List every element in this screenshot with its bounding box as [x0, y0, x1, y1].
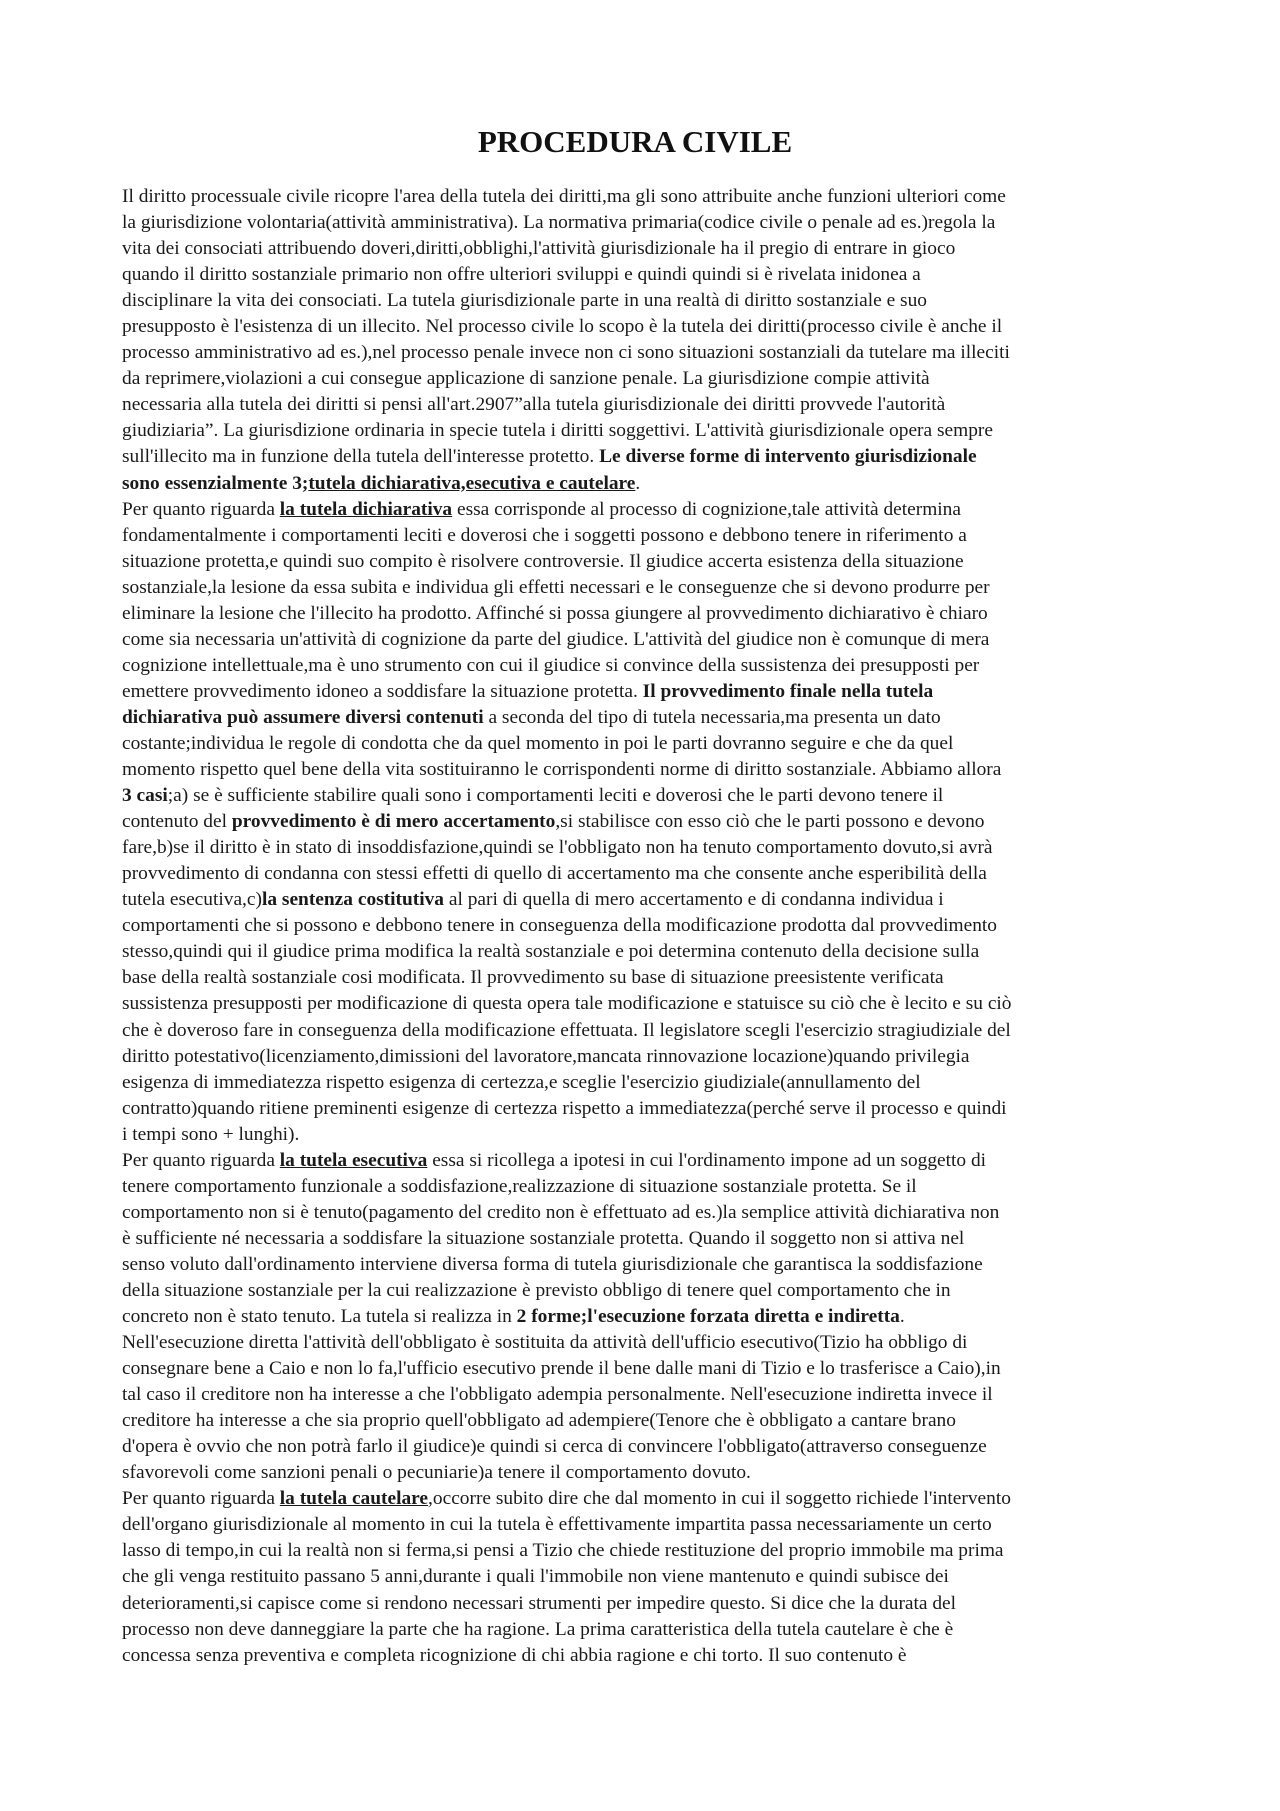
text-segment: comportamento non si è tenuto(pagamento del credito non è effettuato ad es.)la semplice attività dichiarativa non: [122, 1201, 1000, 1223]
text-line: [122, 705, 1182, 731]
text-segment: .: [899, 1306, 905, 1328]
text-line: [122, 262, 1182, 288]
text-line: [122, 1226, 1182, 1252]
text-segment: sussistenza presupposti per modificazione di questa opera tale modificazione e statuisce su ciò che è lecito e su ciò: [122, 993, 1012, 1015]
text-line: [122, 1330, 1182, 1356]
text-line: [122, 288, 1182, 314]
text-segment: base della realtà sostanziale cosi modificata. Il provvedimento su base di situazione preesistente verificata: [122, 967, 944, 989]
text-segment: contratto)quando ritiene preminenti esigenze di certezza rispetto a immediatezza(perché serve il processo e quindi: [122, 1097, 1007, 1119]
text-segment: senso voluto dall'ordinamento interviene diversa forma di tutela giurisdizionale che garantisca la soddisfazione: [122, 1253, 983, 1275]
text-line: [122, 965, 1182, 991]
text-line: [122, 1018, 1182, 1044]
text-segment: Il diritto processuale civile ricopre l'area della tutela dei diritti,ma gli sono attribuite anche funzioni ulteriori come: [122, 186, 1006, 207]
bold-text: 3 casi: [122, 785, 168, 807]
text-line: [122, 1382, 1182, 1408]
text-line: [122, 731, 1182, 757]
text-segment: esigenza di immediatezza rispetto esigenza di certezza,e sceglie l'esercizio giudiziale(annullamento del: [122, 1071, 921, 1093]
text-segment: ;a) se è sufficiente stabilire quali sono i comportamenti leciti e doverosi che le parti devono tenere il: [167, 785, 944, 807]
text-segment: fondamentalmente i comportamenti leciti e doverosi che i soggetti possono e debbono tenere in riferimento a: [122, 524, 967, 546]
text-segment: vita dei consociati attribuendo doveri,diritti,obblighi,l'attività giurisdizionale ha il pregio di entrare in gioco: [122, 238, 956, 260]
text-segment: la giurisdizione volontaria(attività amministrativa). La normativa primaria(codice civile o penale ad es.)regola la: [122, 212, 996, 234]
text-line: [122, 861, 1182, 887]
bold-text: [308, 473, 635, 494]
text-segment: provvedimento di condanna con stessi effetti di quello di accertamento ma che consente anche esperibilità della: [122, 863, 987, 885]
text-segment: da reprimere,violazioni a cui consegue applicazione di sanzione penale. La giurisdizione compie attività: [122, 368, 930, 390]
text-segment: stesso,quindi qui il giudice prima modifica la realtà sostanziale e poi determina contenuto della decisione sulla: [122, 941, 980, 963]
text-segment: dell'organo giurisdizionale al momento in cui la tutela è effettivamente impartita passa necessariamente un certo: [122, 1514, 992, 1536]
text-line: [122, 1174, 1182, 1200]
text-segment: necessaria alla tutela dei diritti si pensi all'art.2907”alla tutela giurisdizionale dei diritti provvede l'autorità: [122, 394, 946, 416]
bold-text: [280, 1488, 428, 1509]
text-segment: comportamenti che si possono e debbono tenere in conseguenza della modificazione prodotta dal provvedimento: [122, 915, 997, 937]
text-segment: a seconda del tipo di tutela necessaria,ma presenta un dato: [483, 706, 941, 728]
text-segment: disciplinare la vita dei consociati. La tutela giurisdizionale parte in una realtà di diritto sostanziale e suo: [122, 290, 927, 312]
text-line: [122, 418, 1182, 444]
text-line: [122, 366, 1182, 392]
text-segment: presupposto è l'esistenza di un illecito. Nel processo civile lo scopo è la tutela dei diritti(processo civile è anche il: [122, 316, 1003, 338]
text-line: [122, 1591, 1182, 1617]
text-segment: sull'illecito ma in funzione della tutela dell'interesse protetto.: [122, 446, 600, 468]
underlined-bold-text: la tutela dichiarativa: [279, 498, 453, 520]
text-line: [122, 1408, 1182, 1434]
bold-text: Il provvedimento finale nella tutela: [642, 680, 934, 702]
bold-text: sono essenzialmente 3;: [122, 472, 309, 494]
text-segment: che è doveroso fare in conseguenza della modificazione effettuata. Il legislatore scegli l'esercizio stragiudiziale del: [122, 1019, 1011, 1041]
text-segment: d'opera è ovvio che non potrà farlo il giudice)e quindi si cerca di convincere l'obbligato(attraverso conseguenze: [122, 1436, 987, 1458]
text-segment: ,si stabilisce con esso ciò che le parti possono e devono: [555, 811, 985, 833]
bold-text: dichiarativa può assumere diversi contenuti: [122, 706, 484, 728]
text-segment: processo non deve danneggiare la parte che ha ragione. La prima caratteristica della tutela cautelare è che è: [122, 1618, 954, 1640]
text-line: [122, 887, 1182, 913]
text-line: [122, 653, 1182, 679]
bold-text: provvedimento è di mero accertamento: [231, 811, 556, 833]
text-line: [122, 549, 1182, 575]
text-line: [122, 757, 1182, 783]
text-segment: .: [635, 472, 641, 494]
bold-text: la sentenza costitutiva: [261, 889, 445, 911]
text-line: [122, 1304, 1182, 1330]
text-segment: essa corrisponde al processo di cognizione,tale attività determina: [452, 498, 961, 520]
text-segment: emettere provvedimento idoneo a soddisfare la situazione protetta.: [122, 680, 643, 702]
text-segment: contenuto del: [122, 811, 232, 833]
text-line: [122, 444, 1182, 470]
text-segment: Per quanto riguarda: [122, 1149, 280, 1171]
text-segment: ,occorre subito dire che dal momento in cui il soggetto richiede l'intervento: [428, 1488, 1011, 1510]
text-segment: concessa senza preventiva e completa ricognizione di chi abbia ragione e chi torto. Il suo contenuto è: [122, 1644, 907, 1666]
text-segment: tal caso il creditore non ha interesse a che l'obbligato adempia personalmente. Nell'esecuzione indiretta invece il: [122, 1384, 993, 1406]
text-line: [122, 1096, 1182, 1122]
text-segment: lasso di tempo,in cui la realtà non si ferma,si pensi a Tizio che chiede restituzione del proprio immobile ma prima: [122, 1540, 1004, 1562]
text-segment: processo amministrativo ad es.),nel processo penale invece non ci sono situazioni sostanziali da tutelare ma illeciti: [122, 342, 1010, 364]
text-line: [122, 991, 1182, 1017]
text-segment: che gli venga restituito passano 5 anni,durante i quali l'immobile non viene mantenuto e quindi subisce dei: [122, 1566, 949, 1588]
text-line: [122, 1460, 1182, 1486]
text-line: [122, 340, 1182, 366]
text-line: [122, 236, 1182, 262]
underlined-bold-text: tutela dichiarativa,esecutiva e cautelare: [308, 472, 636, 494]
text-segment: tutela esecutiva,c): [122, 889, 262, 911]
text-line: [122, 1122, 1182, 1148]
text-line: [122, 1278, 1182, 1304]
text-segment: eliminare la lesione che l'illecito ha prodotto. Affinché si possa giungere al provvedimento dichiarativo è chiaro: [122, 602, 988, 624]
text-line: [122, 210, 1182, 236]
text-segment: costante;individua le regole di condotta che da quel momento in poi le parti dovranno seguire e che da quel: [122, 732, 954, 754]
text-segment: Per quanto riguarda: [122, 1488, 280, 1510]
text-line: [122, 835, 1182, 861]
text-segment: sfavorevoli come sanzioni penali o pecuniarie)a tenere il comportamento dovuto.: [122, 1462, 751, 1484]
text-line: [122, 184, 1182, 210]
text-line: [122, 1538, 1182, 1564]
text-segment: deterioramenti,si capisce come si rendono necessari strumenti per impedire questo. Si dice che la durata del: [122, 1592, 957, 1614]
text-segment: Nell'esecuzione diretta l'attività dell'obbligato è sostituita da attività dell'ufficio esecutivo(Tizio ha obbligo di: [122, 1332, 968, 1354]
underlined-bold-text: la tutela cautelare: [279, 1488, 429, 1510]
text-segment: situazione protetta,e quindi suo compito è risolvere controversie. Il giudice accerta esistenza della situazione: [122, 550, 964, 572]
text-line: [122, 1564, 1182, 1590]
text-segment: quando il diritto sostanziale primario non offre ulteriori sviluppi e quindi quindi si è rivelata inidonea a: [122, 264, 921, 286]
text-segment: giudiziaria”. La giurisdizione ordinaria in specie tutela i diritti soggettivi. L'attività giurisdizionale opera sempre: [122, 420, 993, 442]
text-segment: i tempi sono + lunghi).: [122, 1123, 300, 1145]
text-segment: concreto non è stato tenuto. La tutela si realizza in: [122, 1306, 517, 1328]
text-line: [122, 913, 1182, 939]
text-line: [122, 471, 1182, 497]
text-segment: diritto potestativo(licenziamento,dimissioni del lavoratore,mancata rinnovazione locazione)quando privilegia: [122, 1045, 970, 1067]
text-segment: tenere comportamento funzionale a soddisfazione,realizzazione di situazione sostanziale protetta. Se il: [122, 1175, 917, 1197]
text-segment: creditore ha interesse a che sia proprio quell'obbligato ad adempiere(Tenore che è obbligato a cantare brano: [122, 1410, 956, 1432]
text-segment: consegnare bene a Caio e non lo fa,l'ufficio esecutivo prende il bene dalle mani di Tizio e lo trasferisce a Caio),in: [122, 1358, 1001, 1380]
text-line: [122, 1252, 1182, 1278]
text-line: [122, 1512, 1182, 1538]
text-line: [122, 627, 1182, 653]
text-line: [122, 783, 1182, 809]
text-line: [122, 575, 1182, 601]
text-segment: Per quanto riguarda: [122, 498, 280, 520]
text-segment: della situazione sostanziale per la cui realizzazione è previsto obbligo di tenere quel comportamento che in: [122, 1279, 951, 1301]
underlined-bold-text: la tutela esecutiva: [279, 1149, 428, 1171]
text-line: [122, 392, 1182, 418]
text-segment: momento rispetto quel bene della vita sostituiranno le corrispondenti norme di diritto sostanziale. Abbiamo allora: [122, 759, 1002, 781]
text-line: [122, 1617, 1182, 1643]
bold-text: 2 forme;l'esecuzione forzata diretta e indiretta: [516, 1306, 900, 1328]
bold-text: [280, 499, 452, 520]
page-title: PROCEDURA CIVILE: [477, 124, 793, 159]
text-line: [122, 809, 1182, 835]
text-line: [122, 1044, 1182, 1070]
text-segment: cognizione intellettuale,ma è uno strumento con cui il giudice si convince della sussistenza dei presupposti per: [122, 654, 980, 676]
text-line: [122, 1070, 1182, 1096]
text-segment: come sia necessaria un'attività di cognizione da parte del giudice. L'attività del giudice non è comunque di mera: [122, 628, 990, 650]
text-segment: fare,b)se il diritto è in stato di insoddisfazione,quindi se l'obbligato non ha tenuto comportamento dovuto,si avrà: [122, 837, 993, 859]
text-segment: è sufficiente né necessaria a soddisfare la situazione sostanziale protetta. Quando il soggetto non si attiva nel: [122, 1227, 965, 1249]
text-line: [122, 679, 1182, 705]
text-segment: sostanziale,la lesione da essa subita e individua gli effetti necessari e le conseguenze che si devono produrre per: [122, 576, 990, 598]
text-line: [122, 1148, 1182, 1174]
text-line: [122, 1643, 1182, 1669]
text-line: [122, 939, 1182, 965]
bold-text: Le diverse forme di intervento giurisdizionale: [599, 446, 977, 468]
text-segment: al pari di quella di mero accertamento e di condanna individua i: [444, 889, 944, 911]
text-segment: essa si ricollega a ipotesi in cui l'ordinamento impone ad un soggetto di: [427, 1149, 987, 1171]
document-body: [122, 184, 1182, 1669]
text-line: [122, 497, 1182, 523]
text-line: [122, 314, 1182, 340]
text-line: [122, 1356, 1182, 1382]
text-line: [122, 601, 1182, 627]
text-line: [122, 523, 1182, 549]
text-line: [122, 1200, 1182, 1226]
bold-text: [280, 1150, 428, 1171]
text-line: [122, 1486, 1182, 1512]
text-line: [122, 1434, 1182, 1460]
